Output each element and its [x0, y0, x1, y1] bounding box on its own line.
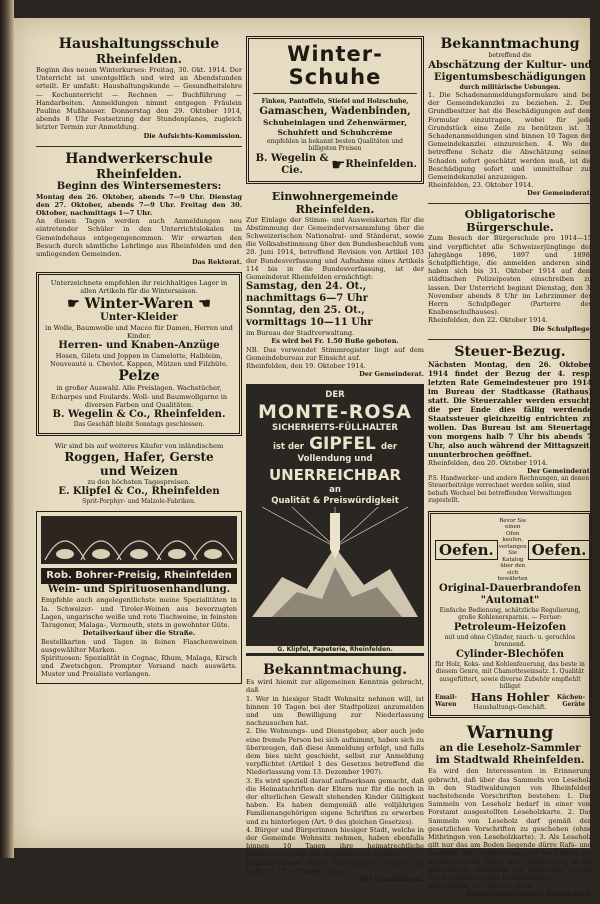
einw-date: Rheinfelden, den 19. Oktober 1914. [246, 361, 366, 370]
monte-rosa-ad [246, 384, 424, 656]
haushalt-ad [36, 36, 242, 140]
wine-cellar-illustration-icon [41, 516, 237, 564]
klipfel-ad [36, 442, 242, 506]
schuhe-line-1: Finken, Pantoffeln, Stiefel und Holzschuhe, [261, 98, 409, 105]
haushalt-title: Haushaltungsschule [58, 36, 220, 52]
bohrer-ad [36, 511, 242, 683]
steuer-ps: P.S. Handwerker- und andere Rechnungen, an denen Steuerbeiträge verrechnet werden sollen, sind behufs Wechsel bei betreffenden Verwaltungen zugestellt. [428, 474, 590, 505]
wegelin-firm: B. Wegelin & Co., Rheinfelden. [52, 409, 226, 421]
schuhe-line-2: Gamaschen, Wadenbinden, [259, 105, 411, 117]
winterwaren-title [43, 296, 235, 312]
bohrer-title: Rob. Bohrer-Preisig, Rheinfelden [41, 568, 237, 584]
warn-sub-1: an die Leseholz-Sammler [439, 743, 581, 755]
einw-date-1: Samstag, den 24. Ot., nachmittags 6—7 Uhr [246, 281, 368, 305]
steuer-signature: Der Gemeinderat. [527, 466, 592, 475]
unterkleider-heading: Unter-Kleider [100, 311, 178, 323]
einw-body: Zur Einlage der Stimm- und Ausweiskarten für die Abstimmung der Gemeinderversammlung über die Schweizerischen Nationalrat- und Ständerat, sowie die Volksabstimmung über den Bundesbeschluß vom 20. Juni 1914, betreffend Revision von Artikel 103 der Bundesverfassung und Aufnahme eines Artikels 114 bis in die Bundesverfassung, ist der Gemeinderat Rheinfelden ermächtigt: [246, 215, 424, 281]
oefen-line-2: mit und ohne Cylinder, rauch- u. geruchlos brennend. [444, 633, 576, 649]
handwerker-ad [36, 151, 242, 267]
bek-mid-title: Bekanntmachung. [263, 662, 407, 679]
oefen-ad [428, 511, 592, 719]
oefen-firm-sub: Haushaltungs-Geschäft. [473, 703, 547, 711]
steuer-notice [428, 344, 592, 505]
mr-an: an [329, 485, 341, 496]
mr-gipfel: GIPFEL [309, 434, 376, 455]
mr-gipfel-line [250, 434, 420, 454]
bohrer-sub: Wein- und Spirituosenhandlung. [47, 584, 231, 596]
newspaper-page [14, 18, 592, 899]
winterwaren-intro: Unterzeichnete empfehlen ihr reichhaltiges Lager in allen Artikeln für die Wintersaison. [50, 279, 228, 296]
mountain-fountain-pen-icon [252, 507, 418, 617]
obl-title: Obligatorische Bürgerschule. [464, 208, 556, 235]
winterschuhe-title-1: Winter- [287, 42, 383, 66]
divider [253, 93, 417, 94]
mr-title: MONTE-ROSA [258, 401, 412, 424]
hand-right-icon: ☚ [198, 295, 211, 312]
steuer-date: Rheinfelden, den 20. Oktober 1914. [428, 458, 548, 467]
schuhe-line-4: Schuhfett und Schuhcrème [277, 127, 393, 137]
oefen-line-1: Einfache Bedienung, schätzliche Regulierung, große Kohlenersparnis. — Ferner: [439, 606, 581, 622]
oefen-word-right: Oefen. [528, 540, 591, 560]
mr-ist-der: ist der [272, 442, 304, 453]
klipfel-intro: Wir sind bis auf weiteres Käufer von inländischem [54, 441, 224, 450]
hand-right-icon: ☛ [331, 155, 346, 174]
haushalt-subtitle: Rheinfelden. [96, 52, 182, 66]
bohrer-bottles: Bestellkarten und Tagen in feinen Flaschenweinen ausgewählter Marken. [41, 637, 237, 654]
haushalt-signature: Die Aufsichts-Kommission. [143, 131, 242, 140]
oefen-petroleum: Petroleum-Heizofen [453, 621, 567, 633]
mr-unerreichbar: UNERREICHBAR [268, 466, 402, 485]
einw-nb: NB. Das verwendet Stimmregister liegt auf dem Gemeindebureau zur Einsicht auf. [246, 345, 424, 362]
divider [428, 203, 592, 204]
bek-mid-p1: 1. Wer in hiesiger Stadt Wohnsitz nehmen will, ist binnen 10 Tagen bei der Stadtpolizei anzumelden und um Bewilligung zur Niederlassung nachzusuchen hat. [246, 694, 424, 728]
mr-der-2: der [380, 442, 398, 453]
bek-right-sub: betreffend die [488, 52, 532, 59]
bohrer-spirits: Spirituosen: Spezialität in Cognac, Rhum, Malaga, Kirsch und Zwetschgen. Prompter Versand nach auswärts. Muster und Preisliste verlangen. [41, 653, 237, 679]
bek-right-title: Bekanntmachung [440, 36, 580, 52]
warn-signature: Stadtforstverwaltung Rheinfelden. [465, 890, 592, 899]
haushalt-body: Beginn des neuen Winterkurses: Freitag, 30. Okt. 1914. Der Unterricht ist unentgeltlich und wird an Abendstunden erteilt. Er umfaßt: Haushaltungskunde — Gesundheitslehre — Kochunterricht — Rechnen — Buchführung — Handarbeiten. Anmeldungen nimmt entgegen Fräulein Pauline Mußhauser. Donnerstag den 29. Oktober 1914, abends 8 Uhr Festsetzung der Stundenplanes, zugleich letzter Termin zur Anmeldung. [36, 66, 242, 132]
right-column [428, 36, 592, 904]
steuer-title: Steuer-Bezug. [454, 343, 566, 360]
bohrer-detail: Detailverkauf über die Straße. [82, 629, 196, 638]
einw-date-2: Sonntag, den 25. Ot., vormittags 10—11 Uhr [246, 305, 373, 329]
klipfel-factories: Sprit-Porphyr- und Malzole-Fabriken. [82, 497, 196, 505]
warn-sub-2: im Stadtwald Rheinfelden. [435, 755, 585, 767]
handwerker-body: An diesen Tagen werden auch Anmeldungen neu eintretender Schüler in den Unterrichtslokalen im Gemeindehaus entgegengenommen. Wir erwarten den Besuch durch sämtliche Lehrlinge aus Rheinfelden und den umliegenden Gemeinden. [36, 217, 242, 259]
anzuege-heading: Herren- und Knaben-Anzüge [58, 340, 220, 352]
handwerker-title: Handwerkerschule [65, 150, 213, 167]
warnung-notice [428, 724, 592, 898]
bek-right-body: 1. Die Schadenanmeldungsformulare sind bei der Gemeindekanzlei zu beziehen. 2. Der Grundbesitzer hat die Beschädigungen auf dem Formular einzutragen, wobei für jede Grundstück eine Zeile zu benützen ist. 3. Schadenanmeldungen sind binnen 10 Tagen der Gemeindekanzlei einzureichen. 4. Wo der betroffene Schatz die Abschätzung seiner Schaden sofort geschätzt werden muß, ist die Beschädigung sofort und unmittelbar zur Gemeindekanzlei anzuzeigen. [428, 91, 592, 182]
warn-body: Es wird den Interessenten in Erinnerung gebracht, daß über das Sammeln von Leseholz in den Stadtwaldungen von Rheinfelden nachstehende Vorschriften bestehen: 1. Das Sammeln von Leseholz bedarf in einer vom Forstamt ausgestellten Leseholzkarte. 2. Das Sammeln von Leseholz darf gemäß den gesetzlichen Vorschriften zu geschehen (ohne Mitbringen von Leseholzkarte). 3. Als Leseholz gilt nur das am Boden liegende dürre Rafs- und Leseholz. Jede Uebertretung hat den Entzug der Bewilligung zur Folge und Uebertretung an die polizeilichen Behörden zur Bestrafung gemäß den forstpolizeilichen Bestimmungen. [428, 767, 592, 883]
hand-left-icon: ☛ [67, 295, 80, 312]
bek-mid-p2: 2. Die Wohnungs- und Dienstgeber, aber auch jede eine fremde Person bei sich aufnimmt, haben sich zu überzeugen, daß diese Anmeldung erfolgt, und falls dem bies nicht geschieht, selbst zur Anmeldung verpflichtet (Artikel 1 des Gesetzes betreffend die Niederlassung vom 13. Dezember 1907). [246, 727, 424, 777]
mr-der: DER [325, 390, 345, 401]
unterkleider-text: in Wolle, Baumwolle und Macco für Damen, Herren und Kinder. [45, 323, 233, 340]
bek-right-title-2: Abschätzung der Kultur- und Eigentumsbeschädigungen [428, 59, 592, 83]
steuer-body: Nächsten Montag, den 26. Oktober 1914 findet der Bezug der 4. resp. letzten Rate Gemeindesteuer pro 1914 im Bureau der Stadtkasse (Rathaus) statt. Die Steuerzahler werden ersucht, die per Ende dies fällig werdende Staatssteuer gleichzeitig entrichten zu wollen. Das Bureau ist am Steuertage von morgens halb 7 Uhr bis abends 7 Uhr, also auch während der Mittagszeit, ununterbrochen geöffnet. [428, 359, 592, 459]
bek-right-date: Rheinfelden, 23. Oktober 1914. [428, 181, 534, 190]
handwerker-signature: Das Rektorat. [191, 258, 242, 267]
oefen-kuechen: Küchen-Geräte [556, 693, 585, 709]
oefen-word-left: Oefen. [435, 540, 498, 560]
mr-qualitaet: Qualität & Preiswürdigkeit [271, 496, 399, 507]
einw-title: Einwohnergemeinde Rheinfelden. [271, 189, 399, 216]
klipfel-prices: zu den höchsten Tagespreisen. [87, 477, 191, 486]
handwerker-dates: Montag den 26. Oktober, abends 7—9 Uhr. Dienstag den 27. Oktober, abends 7—9 Uhr. Freitag den 30. Oktober, nachmittags 1—7 Uhr. [36, 192, 242, 218]
bek-mid-p5: Uebertretungen dieser Vorschriften werden mit Buße bis 15.— Franken belegt. [246, 858, 424, 875]
bek-mid-p4: 4. Bürger und Bürgerinnen hiesiger Stadt, welche in der Gemeinde Wohnsitz nehmen, haben ebenfalls binnen 10 Tagen ihre heimatrechtliche Niederlassung bei der Stadtpolizei zu melden. [246, 825, 424, 859]
oefen-automat: Original-Dauerbrandofen "Automat" [439, 582, 581, 606]
oefen-intro: Bevor Sie einen Ofen kaufen, verlangen Sie Katalog über den sich bewährten [497, 517, 528, 583]
obl-date: Rheinfelden, den 22. Oktober 1914. [428, 316, 548, 325]
mr-sub-1: SICHERHEITS-FÜLLHALTER [272, 423, 398, 434]
bekanntmachung-mid [246, 662, 424, 883]
divider [36, 146, 242, 147]
middle-column [246, 36, 424, 889]
oefen-footer [435, 691, 585, 712]
mr-vollendung: Vollendung und [297, 454, 373, 465]
bekanntmachung-right [428, 36, 592, 197]
schuhe-footer [253, 153, 417, 177]
mr-footer: G. Klipfel, Papeterie, Rheinfelden. [246, 646, 424, 654]
oefen-firm-block [471, 691, 549, 712]
obl-body: Zum Besuch der Bürgerschule pro 1914—15 sind verpflichtet alle Schweizerjünglinge der Jahrgänge 1896, 1897 und 1898. Schulpflichtige, die anmelden anderen sind, haben sich bis 31. Oktober 1914 auf dem städtischen Polizeiposten einschreiben zu lassen. Der Unterricht beginnt Dienstag, den 3. November abends 8 Uhr im Lehrzimmer des Herrn Schulpfleger (Parterre des Knabenschulhauses). [428, 234, 592, 317]
left-column [36, 36, 242, 684]
handwerker-sub: Beginn des Wintersemesters: [56, 180, 222, 192]
winterwaren-title-text: Winter-Waren [84, 295, 194, 312]
bohrer-body: Empfehle auch angelegentlichste meine Spezialitäten in Ia. Schweizer- und Tiroler-Weinen aus bevorzugten Lagen, ungarische weiße und rote Tischweine, in feinsten Taragoner, Malaga-, Vermouth, stets in gewohnter Güte. [41, 596, 237, 630]
warn-date: Rheinfelden, 16. Oktober 1914. [428, 882, 534, 891]
buergerschule-notice [428, 208, 592, 332]
einw-fine: Es wird bei Fr. 1.50 Buße geboten. [271, 337, 399, 346]
handwerker-subtitle: Rheinfelden. [96, 166, 182, 181]
winterwaren-ad [36, 272, 242, 435]
oefen-line-3: für Holz, Koks- und Kohlenfeuerung, das beste in diesem Genre, mit Chamotteseinsatz. 1. Qualität ausgefüttert, sowie diverse Zubehör empfiehlt billigst [435, 660, 585, 691]
oefen-firm: Hans Hohler [470, 690, 550, 704]
oefen-email: Email-Waren [435, 693, 457, 709]
wegelin-note: Das Geschäft bleibt Sonntags geschlossen. [73, 421, 205, 429]
winterschuhe-title-2: Schuhe [288, 65, 382, 89]
obl-signature: Die Schulpflege. [532, 324, 592, 333]
schuhe-line-3: Schuheinlagen und Zehenwärmer, [263, 117, 407, 127]
schuhe-firm: B. Wegelin & Cie. [255, 152, 329, 176]
oefen-header [435, 518, 585, 583]
bek-right-sub-2: durch militärische Uebungen. [459, 83, 561, 91]
warn-title: Warnung [466, 723, 554, 744]
divider [428, 339, 592, 340]
bek-mid-intro: Es wird hiemit zur allgemeinen Kenntnis gebracht, daß [246, 678, 424, 695]
einwohnergemeinde-notice [246, 190, 424, 379]
book-spine [0, 0, 14, 858]
pelze-text: in großer Auswahl. Alle Preislagen. Wachstücher, Echarpes und Foulards. Woll- und Baumwollgarne in diversen Farben und Qualitäten. [50, 384, 228, 409]
schuhe-place: Rheinfelden. [345, 158, 417, 170]
bek-mid-p3: 3. Es wird speziell darauf aufmerksam gemacht, daß die Heimatschriften der Eltern nur für die noch in der elterlichen Gewalt stehenden Kinder Gültigkeit haben. Es haben demgemäß alle volljährigen Familienangehörigen eigene Schriften zu erwerben und zu hinterlegen (Art. 9 des gleichen Gesetzes). [246, 776, 424, 826]
oefen-cylinder: Cylinder-Blechöfen [456, 648, 564, 660]
schuhe-line-5: empfehlen in bekannt besten Qualitäten und billigsten Preisen [267, 137, 403, 152]
einw-location: im Bureau der Stadtverwaltung. [246, 329, 355, 338]
winterschuhe-ad [246, 36, 424, 184]
pelze-heading: Pelze [118, 368, 160, 385]
klipfel-firm: E. Klipfel & Co., Rheinfelden [58, 485, 220, 497]
hosen-text: Hosen, Gilets und Joppen in Camelotte, Halbleim, Nouveauté u. Cheviot. Kappen, Mützen und Filzhüte. [50, 352, 228, 369]
klipfel-title: Roggen, Hafer, Gerste [64, 449, 214, 464]
klipfel-title-2: und Weizen [100, 463, 178, 478]
bek-right-signature: Der Gemeinderat. [527, 189, 592, 198]
einw-signature: Der Gemeinderat. [359, 370, 424, 379]
bek-mid-signature: Der Gemeinderat. [359, 875, 424, 884]
